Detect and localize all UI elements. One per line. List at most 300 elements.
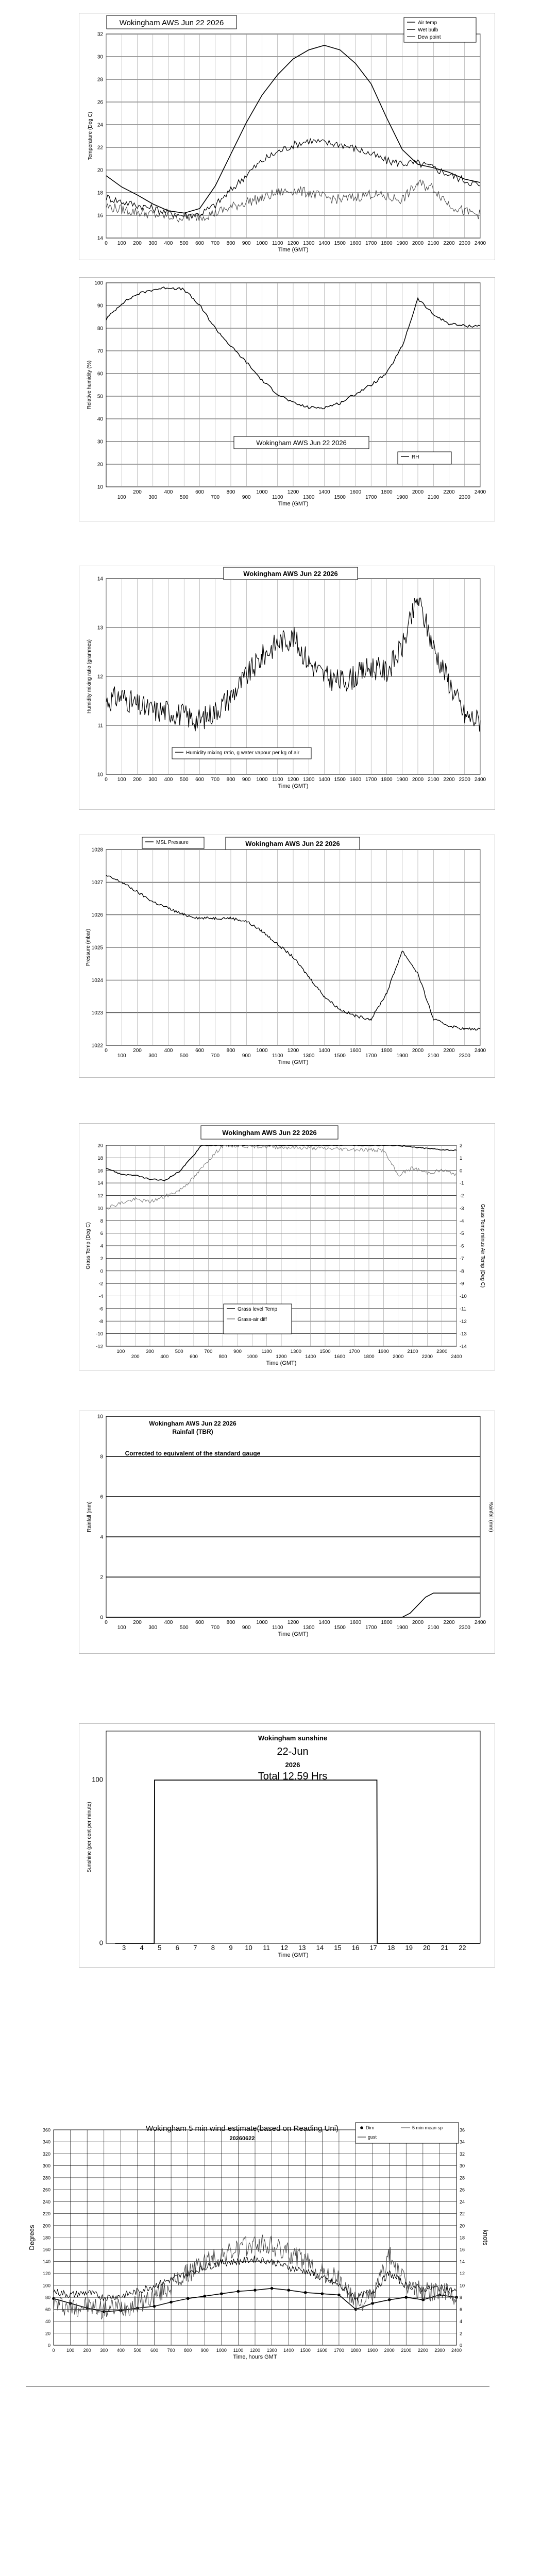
x-tick-label: 200 — [83, 2348, 91, 2353]
x-tick-label: 2400 — [474, 241, 486, 246]
x-tick-label: 1000 — [256, 489, 268, 495]
y-tick-label: 28 — [97, 77, 103, 83]
x-tick-label: 800 — [226, 1048, 235, 1054]
x-tick-label: 1500 — [334, 241, 346, 246]
x-tick-label: 1100 — [272, 777, 283, 783]
x-tick-label: 300 — [148, 1053, 158, 1059]
x-tick-label: 500 — [179, 495, 189, 500]
x-tick-label: 22 — [459, 1944, 466, 1952]
chart-title: Wokingham 5 min wind estimate(based on Reading Uni) — [145, 2124, 339, 2133]
y-tick-label: 30 — [97, 439, 103, 445]
y2-tick-label: 0 — [460, 1168, 463, 1174]
x-tick-label: 400 — [164, 241, 173, 246]
y2-tick-label: -8 — [460, 1268, 464, 1275]
x-tick-label: 1600 — [317, 2348, 328, 2353]
x-tick-label: 2300 — [434, 2348, 445, 2353]
x-tick-label: 15 — [334, 1944, 342, 1952]
x-tick-label: 1100 — [272, 495, 283, 500]
x-tick-label: 1100 — [261, 1349, 272, 1354]
x-tick-label: 400 — [116, 2348, 125, 2353]
x-tick-label: 1000 — [256, 241, 268, 246]
x-tick-label: 1900 — [378, 1349, 389, 1354]
y-tick-label: 12 — [97, 1193, 103, 1199]
y-tick-label: 8 — [100, 1454, 103, 1460]
year-label: 2026 — [285, 1761, 300, 1769]
legend-entry: Air temp — [418, 20, 437, 26]
x-tick-label: 300 — [100, 2348, 108, 2353]
x-tick-label: 20 — [423, 1944, 431, 1952]
data-point — [404, 2296, 408, 2299]
y2-tick-label: 18 — [460, 2235, 465, 2241]
x-tick-label: 100 — [117, 777, 126, 783]
x-tick-label: 2000 — [412, 241, 424, 246]
x-tick-label: 1900 — [396, 241, 408, 246]
x-tick-label: 900 — [242, 1625, 251, 1631]
y-tick-label: 240 — [42, 2199, 50, 2205]
y-tick-label: 340 — [42, 2139, 50, 2145]
y-tick-label: -10 — [96, 1331, 103, 1337]
y-tick-label: -4 — [98, 1294, 103, 1299]
y-tick-label: 2 — [100, 1574, 103, 1581]
y2-tick-label: 1 — [460, 1155, 463, 1161]
x-tick-label: 0 — [105, 1048, 108, 1054]
x-tick-label: 800 — [226, 241, 235, 246]
x-tick-label: 1900 — [396, 495, 408, 500]
x-tick-label: 13 — [298, 1944, 306, 1952]
x-tick-label: 1900 — [396, 1625, 408, 1631]
x-tick-label: 6 — [175, 1944, 179, 1952]
x-tick-label: 2400 — [474, 777, 486, 783]
data-point — [170, 2301, 173, 2304]
data-point — [388, 2298, 391, 2301]
x-tick-label: 18 — [387, 1944, 395, 1952]
x-tick-label: 1400 — [318, 1048, 330, 1054]
y-tick-label: 80 — [45, 2295, 50, 2300]
y2-axis-title: Rainfall (mm) — [488, 1501, 494, 1532]
legend-box — [398, 452, 451, 464]
legend-entry: Dirn — [366, 2125, 375, 2130]
data-point — [287, 2289, 290, 2292]
x-tick-label: 2000 — [412, 1048, 424, 1054]
y-tick-label: 18 — [97, 1155, 103, 1161]
x-tick-label: 1600 — [334, 1354, 345, 1360]
x-axis-title: Time (GMT) — [278, 247, 309, 253]
mixing-ratio-chart-panel — [79, 566, 495, 810]
x-tick-label: 1500 — [319, 1349, 331, 1354]
x-tick-label: 1400 — [305, 1354, 316, 1360]
legend-entry: Humidity mixing ratio, g water vapour per kg of air — [186, 750, 300, 756]
rainfall-chart — [79, 1411, 495, 1653]
x-tick-label: 1700 — [365, 777, 377, 783]
x-tick-label: 17 — [369, 1944, 377, 1952]
x-tick-label: 1400 — [318, 489, 330, 495]
y-tick-label: 180 — [42, 2235, 50, 2241]
x-tick-label: 1700 — [365, 1625, 377, 1631]
x-tick-label: 1300 — [290, 1349, 301, 1354]
y2-tick-label: 36 — [460, 2127, 465, 2133]
y-tick-label: 6 — [100, 1494, 103, 1500]
y-tick-label: 1026 — [91, 912, 103, 919]
y-tick-label: 20 — [97, 462, 103, 468]
y2-tick-label: 8 — [460, 2295, 463, 2300]
x-axis-title: Time (GMT) — [266, 1360, 297, 1366]
y-tick-label: 13 — [97, 625, 103, 631]
y2-tick-label: 0 — [460, 2343, 463, 2348]
x-tick-label: 1200 — [276, 1354, 287, 1360]
x-tick-label: 14 — [316, 1944, 324, 1952]
y-tick-label: 30 — [97, 54, 103, 60]
x-tick-label: 1800 — [381, 777, 393, 783]
y-tick-label: 11 — [97, 723, 103, 729]
x-tick-label: 2100 — [428, 241, 439, 246]
y-axis-title: Temperature (Deg C) — [88, 112, 93, 160]
y-tick-label: 40 — [45, 2319, 50, 2325]
y-tick-label: 80 — [97, 326, 103, 332]
x-tick-label: 900 — [242, 1053, 251, 1059]
y-axis-title: Grass Temp (Deg C) — [86, 1222, 91, 1269]
rainfall-chart-panel — [79, 1411, 495, 1654]
y2-tick-label: 32 — [460, 2151, 465, 2157]
y-tick-label: 16 — [97, 213, 103, 219]
x-tick-label: 2100 — [428, 1625, 439, 1631]
x-axis-title: Time (GMT) — [278, 501, 309, 507]
x-tick-label: 1100 — [272, 241, 283, 246]
x-tick-label: 2400 — [451, 1354, 462, 1360]
x-tick-label: 2300 — [459, 777, 470, 783]
x-tick-label: 1000 — [216, 2348, 227, 2353]
x-tick-label: 1000 — [256, 777, 268, 783]
y-tick-label: 100 — [92, 1775, 103, 1784]
y2-axis-title: Grass Temp minus Air Temp (Deg C) — [480, 1204, 485, 1288]
x-tick-label: 1700 — [333, 2348, 344, 2353]
pressure-chart-panel — [79, 835, 495, 1078]
x-tick-label: 10 — [245, 1944, 252, 1952]
x-tick-label: 2100 — [407, 1349, 418, 1354]
x-tick-label: 900 — [242, 777, 251, 783]
y-tick-label: 1023 — [91, 1010, 103, 1016]
y-tick-label: 10 — [97, 484, 103, 490]
y-axis-title: Pressure (mbar) — [86, 928, 91, 967]
y2-tick-label: -1 — [460, 1180, 464, 1187]
y2-tick-label: 28 — [460, 2175, 465, 2181]
x-tick-label: 500 — [175, 1349, 183, 1354]
legend-entry: Dew point — [418, 35, 441, 40]
legend-entry: 5 min mean sp — [412, 2125, 443, 2130]
y-tick-label: 0 — [99, 1939, 103, 1947]
x-tick-label: 1200 — [249, 2348, 261, 2353]
x-tick-label: 1300 — [303, 777, 315, 783]
y-tick-label: 1024 — [91, 977, 103, 984]
x-tick-label: 700 — [211, 495, 220, 500]
x-tick-label: 800 — [226, 777, 235, 783]
x-tick-label: 2300 — [459, 1053, 470, 1059]
y-tick-label: 140 — [42, 2259, 50, 2264]
y-tick-label: -6 — [98, 1306, 103, 1312]
x-tick-label: 1500 — [334, 1053, 346, 1059]
x-tick-label: 1200 — [287, 1620, 299, 1625]
x-tick-label: 21 — [441, 1944, 449, 1952]
sunshine-chart-panel — [79, 1723, 495, 1968]
x-tick-label: 600 — [195, 777, 204, 783]
y-tick-label: 10 — [97, 1206, 103, 1212]
x-axis-title: Time, hours GMT — [233, 2354, 277, 2360]
y-tick-label: 40 — [97, 416, 103, 422]
sunshine-chart — [79, 1724, 495, 1967]
y-tick-label: -12 — [96, 1344, 103, 1350]
x-tick-label: 900 — [242, 495, 251, 500]
y-tick-label: 1025 — [91, 945, 103, 951]
y-tick-label: 1028 — [91, 847, 103, 853]
x-tick-label: 1000 — [256, 1620, 268, 1625]
data-point — [203, 2295, 206, 2298]
x-tick-label: 2100 — [428, 495, 439, 500]
x-tick-label: 9 — [229, 1944, 233, 1952]
x-tick-label: 200 — [133, 241, 142, 246]
y-tick-label: 90 — [97, 303, 103, 309]
grass-temperature-chart-panel — [79, 1123, 495, 1370]
x-tick-label: 500 — [179, 1053, 189, 1059]
y2-tick-label: -9 — [460, 1281, 464, 1287]
x-tick-label: 500 — [179, 777, 189, 783]
y2-tick-label: 10 — [460, 2283, 465, 2289]
x-tick-label: 1500 — [300, 2348, 311, 2353]
x-tick-label: 2200 — [443, 777, 455, 783]
legend-entry: MSL Pressure — [156, 840, 189, 845]
x-tick-label: 2100 — [428, 777, 439, 783]
y-tick-label: 10 — [97, 1414, 103, 1420]
y2-tick-label: 2 — [460, 1143, 463, 1149]
x-tick-label: 19 — [405, 1944, 413, 1952]
y-axis-title: Relative humidity (%) — [87, 360, 92, 410]
y-tick-label: 4 — [100, 1534, 103, 1540]
x-tick-label: 11 — [263, 1944, 270, 1952]
x-tick-label: 1900 — [396, 1053, 408, 1059]
x-tick-label: 800 — [184, 2348, 192, 2353]
y2-tick-label: 24 — [460, 2199, 465, 2205]
y-tick-label: 20 — [97, 167, 103, 174]
y2-tick-label: -2 — [460, 1193, 464, 1199]
y-tick-label: 8 — [100, 1218, 103, 1224]
y-tick-label: 260 — [42, 2187, 50, 2193]
x-tick-label: 7 — [193, 1944, 197, 1952]
x-tick-label: 16 — [351, 1944, 360, 1952]
y-axis-title: Rainfall (mm) — [87, 1501, 92, 1532]
x-tick-label: 700 — [211, 1625, 220, 1631]
y2-tick-label: 22 — [460, 2211, 465, 2217]
chart-title: Wokingham AWS Jun 22 2026 — [243, 570, 338, 578]
y2-tick-label: 6 — [460, 2307, 463, 2312]
data-point — [237, 2290, 240, 2293]
x-tick-label: 1300 — [303, 241, 315, 246]
y-tick-label: 50 — [97, 394, 103, 400]
x-tick-label: 2200 — [443, 241, 455, 246]
y-tick-label: 300 — [42, 2163, 50, 2169]
y-tick-label: 1022 — [91, 1043, 103, 1049]
x-tick-label: 1400 — [318, 777, 330, 783]
x-tick-label: 3 — [122, 1944, 126, 1952]
x-tick-label: 1800 — [381, 489, 393, 495]
y2-tick-label: -7 — [460, 1256, 464, 1262]
x-tick-label: 400 — [164, 777, 173, 783]
x-tick-label: 200 — [131, 1354, 140, 1360]
x-tick-label: 600 — [195, 1620, 204, 1625]
y-tick-label: 22 — [97, 145, 103, 151]
x-tick-label: 300 — [148, 777, 158, 783]
x-tick-label: 1200 — [287, 489, 299, 495]
data-point — [220, 2292, 223, 2295]
x-tick-label: 1500 — [334, 1625, 346, 1631]
y2-tick-label: -13 — [460, 1331, 467, 1337]
x-tick-label: 1200 — [287, 777, 299, 783]
x-tick-label: 2000 — [412, 777, 424, 783]
x-tick-label: 2300 — [459, 1625, 470, 1631]
x-tick-label: 2000 — [412, 489, 424, 495]
y-tick-label: 6 — [100, 1231, 103, 1237]
x-tick-label: 400 — [164, 489, 173, 495]
x-tick-label: 800 — [226, 489, 235, 495]
x-tick-label: 1700 — [365, 241, 377, 246]
x-tick-label: 1400 — [283, 2348, 294, 2353]
humidity-chart-panel — [79, 277, 495, 521]
x-tick-label: 2300 — [459, 495, 470, 500]
x-tick-label: 100 — [117, 1625, 126, 1631]
data-point — [187, 2297, 190, 2300]
x-tick-label: 1900 — [367, 2348, 378, 2353]
y-tick-label: 280 — [42, 2175, 50, 2181]
x-axis-title: Time (GMT) — [278, 783, 309, 789]
x-axis-title: Time (GMT) — [278, 1631, 309, 1637]
y2-tick-label: 34 — [460, 2139, 465, 2145]
y-tick-label: 14 — [97, 1180, 103, 1187]
x-tick-label: 700 — [167, 2348, 175, 2353]
x-tick-label: 200 — [133, 489, 142, 495]
temperature-chart — [79, 13, 495, 260]
x-tick-label: 1700 — [365, 1053, 377, 1059]
mixing-ratio-chart — [79, 566, 495, 809]
y2-tick-label: 30 — [460, 2163, 465, 2169]
x-tick-label: 500 — [179, 1625, 189, 1631]
y-tick-label: 14 — [97, 235, 103, 242]
y2-tick-label: -5 — [460, 1231, 464, 1237]
x-tick-label: 1600 — [349, 1048, 362, 1054]
x-tick-label: 1400 — [318, 241, 330, 246]
y-tick-label: 100 — [42, 2283, 50, 2289]
x-tick-label: 1000 — [256, 1048, 268, 1054]
x-tick-label: 1800 — [350, 2348, 361, 2353]
chart-title: Wokingham AWS Jun 22 2026 — [119, 19, 224, 27]
x-tick-label: 1100 — [272, 1625, 283, 1631]
y2-tick-label: 26 — [460, 2187, 465, 2193]
x-tick-label: 2400 — [451, 2348, 462, 2353]
y-axis-title: Degrees — [28, 2225, 36, 2250]
x-tick-label: 100 — [117, 1053, 126, 1059]
x-tick-label: 2000 — [412, 1620, 424, 1625]
x-tick-label: 2100 — [428, 1053, 439, 1059]
x-tick-label: 300 — [146, 1349, 154, 1354]
y-tick-label: 2 — [100, 1256, 103, 1262]
data-point — [270, 2287, 274, 2290]
y2-tick-label: -12 — [460, 1318, 467, 1325]
x-tick-label: 400 — [160, 1354, 169, 1360]
y-tick-label: 320 — [42, 2151, 50, 2157]
x-tick-label: 0 — [105, 1620, 108, 1625]
x-tick-label: 2300 — [459, 241, 470, 246]
y2-tick-label: -14 — [460, 1344, 467, 1350]
x-tick-label: 100 — [117, 241, 126, 246]
x-tick-label: 2400 — [474, 489, 486, 495]
x-tick-label: 300 — [148, 1625, 158, 1631]
y-tick-label: 1027 — [91, 879, 103, 886]
x-tick-label: 2000 — [393, 1354, 404, 1360]
chart-annotation: Corrected to equivalent of the standard gauge — [125, 1450, 261, 1457]
y2-tick-label: 20 — [460, 2223, 465, 2229]
data-point — [337, 2294, 341, 2297]
legend-entry: Grass-air diff — [238, 1317, 267, 1323]
y2-tick-label: 14 — [460, 2259, 465, 2264]
y-tick-label: 100 — [94, 280, 103, 286]
y-tick-label: 0 — [100, 1268, 103, 1275]
x-tick-label: 2300 — [436, 1349, 448, 1354]
y-tick-label: -2 — [98, 1281, 103, 1287]
legend-swatch — [360, 2126, 363, 2129]
pressure-chart — [79, 835, 495, 1077]
x-tick-label: 2200 — [443, 1048, 455, 1054]
x-tick-label: 1300 — [303, 495, 315, 500]
x-tick-label: 500 — [133, 2348, 142, 2353]
chart-title: Wokingham AWS Jun 22 2026 — [149, 1420, 236, 1427]
y-tick-label: 32 — [97, 31, 103, 38]
x-tick-label: 1000 — [246, 1354, 258, 1360]
x-tick-label: 700 — [211, 241, 220, 246]
x-tick-label: 1300 — [303, 1625, 315, 1631]
y2-tick-label: 12 — [460, 2271, 465, 2277]
x-tick-label: 600 — [190, 1354, 198, 1360]
x-tick-label: 200 — [133, 1048, 142, 1054]
x-tick-label: 1800 — [381, 1048, 393, 1054]
temperature-chart-panel — [79, 13, 495, 260]
y2-tick-label: 16 — [460, 2247, 465, 2252]
x-tick-label: 600 — [150, 2348, 159, 2353]
x-tick-label: 1700 — [365, 495, 377, 500]
x-tick-label: 2200 — [443, 489, 455, 495]
legend-entry: Wet bulb — [418, 27, 438, 33]
legend-entry: gust — [368, 2134, 377, 2140]
x-tick-label: 0 — [105, 777, 108, 783]
grass-temperature-chart — [79, 1124, 495, 1370]
y-tick-label: 12 — [97, 674, 103, 680]
x-tick-label: 1300 — [303, 1053, 315, 1059]
y-tick-label: 220 — [42, 2211, 50, 2217]
x-tick-label: 300 — [148, 241, 158, 246]
x-tick-label: 1800 — [363, 1354, 375, 1360]
y-tick-label: 360 — [42, 2127, 50, 2133]
x-tick-label: 4 — [140, 1944, 144, 1952]
x-tick-label: 400 — [164, 1048, 173, 1054]
x-tick-label: 100 — [116, 1349, 125, 1354]
y2-axis-title: knots — [482, 2229, 489, 2246]
x-tick-label: 1800 — [381, 1620, 393, 1625]
y-axis-title: Sunshine (per cent per minute) — [87, 1802, 92, 1873]
y-tick-label: 200 — [42, 2223, 50, 2229]
x-tick-label: 500 — [179, 241, 189, 246]
x-axis-title: Time (GMT) — [278, 1059, 309, 1065]
y2-tick-label: -6 — [460, 1243, 464, 1249]
data-point — [253, 2289, 257, 2292]
y2-tick-label: -11 — [460, 1306, 467, 1312]
y-tick-label: 120 — [42, 2271, 50, 2277]
bottom-divider — [26, 2386, 489, 2387]
x-tick-label: 1100 — [272, 1053, 283, 1059]
